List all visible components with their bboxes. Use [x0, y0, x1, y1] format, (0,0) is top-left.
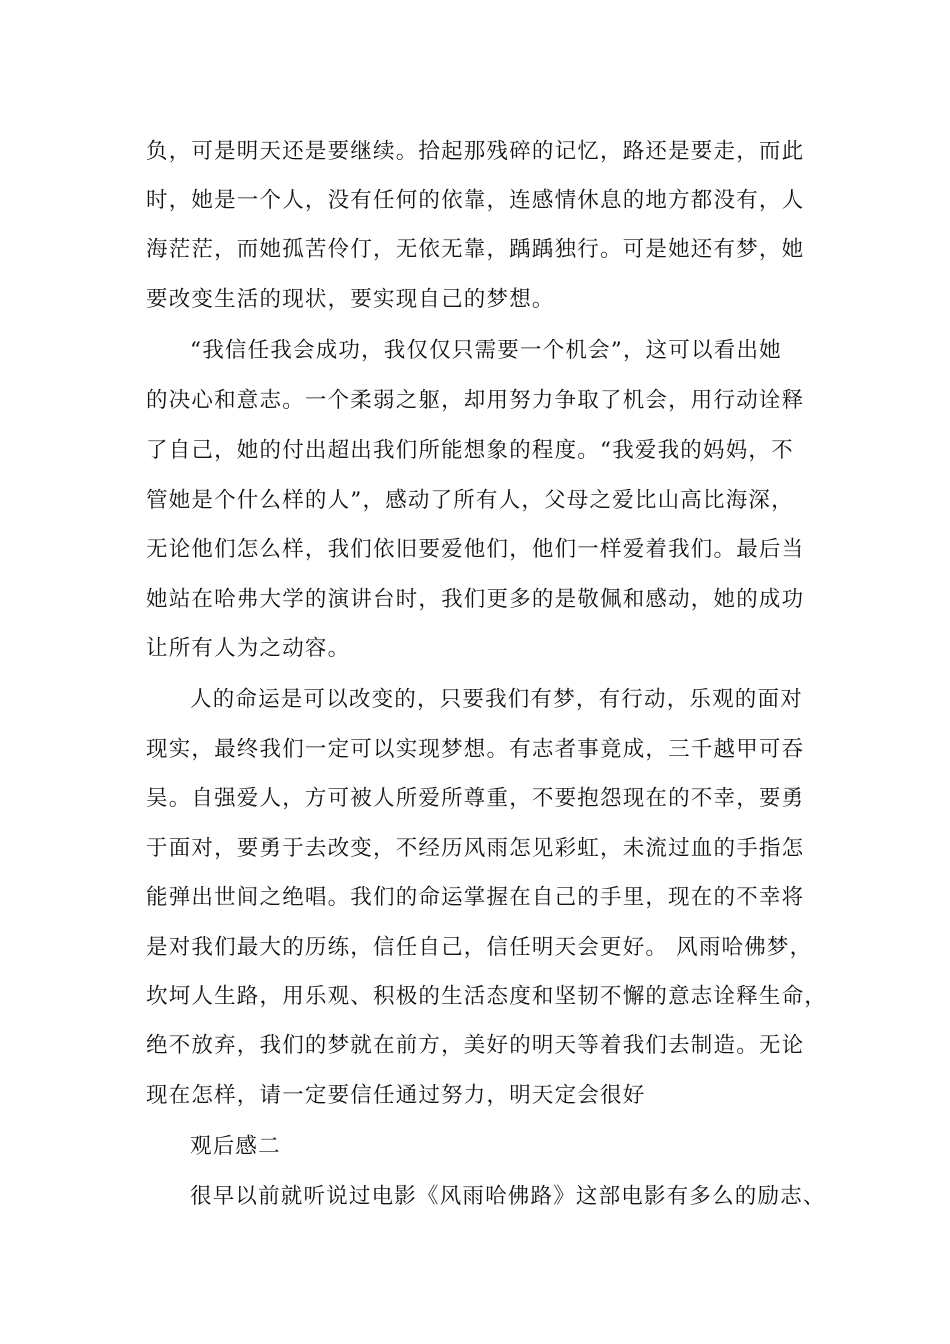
- text-line: 时，她是一个人，没有任何的依靠，连感情休息的地方都没有，人: [146, 188, 805, 213]
- text-line: 能弹出世间之绝唱。我们的命运掌握在自己的手里，现在的不幸将: [146, 885, 805, 910]
- text-line: 要改变生活的现状，要实现自己的梦想。: [146, 287, 555, 312]
- text-line: 了自己，她的付出超出我们所能想象的程度。“我爱我的妈妈，不: [146, 438, 794, 463]
- text-line: 坎坷人生路，用乐观、积极的生活态度和坚韧不懈的意志诠释生命，: [146, 984, 828, 1009]
- text-line: 现实，最终我们一定可以实现梦想。有志者事竟成，三千越甲可吞: [146, 737, 805, 762]
- text-line: 绝不放弃，我们的梦就在前方，美好的明天等着我们去制造。无论: [146, 1033, 805, 1058]
- text-line: 于面对，要勇于去改变，不经历风雨怎见彩虹，未流过血的手指怎: [146, 836, 805, 861]
- text-line: 吴。自强爱人，方可被人所爱所尊重，不要抱怨现在的不幸，要勇: [146, 786, 805, 811]
- text-line: 是对我们最大的历练，信任自己，信任明天会更好。 风雨哈佛梦，: [146, 935, 813, 960]
- paragraph-first-line: “我信任我会成功，我仅仅只需要一个机会”，这可以看出她: [190, 338, 782, 363]
- text-line: 的决心和意志。一个柔弱之躯，却用努力争取了机会，用行动诠释: [146, 388, 805, 413]
- text-line: 管她是个什么样的人”，感动了所有人，父母之爱比山高比海深，: [146, 488, 794, 513]
- section-heading: 观后感二: [190, 1134, 281, 1159]
- text-line: 无论他们怎么样，我们依旧要爱他们，他们一样爱着我们。最后当: [146, 537, 805, 562]
- text-line: 海茫茫，而她孤苦伶仃，无依无靠，踽踽独行。可是她还有梦，她: [146, 237, 805, 262]
- text-line: 现在怎样，请一定要信任通过努力，明天定会很好: [146, 1083, 646, 1108]
- text-line: 负，可是明天还是要继续。拾起那残碎的记忆，路还是要走，而此: [146, 139, 805, 164]
- text-line: 她站在哈弗大学的演讲台时，我们更多的是敬佩和感动，她的成功: [146, 587, 805, 612]
- text-line: 让所有人为之动容。: [146, 636, 351, 661]
- paragraph-first-line: 人的命运是可以改变的，只要我们有梦，有行动，乐观的面对: [190, 687, 803, 712]
- paragraph-first-line: 很早以前就听说过电影《风雨哈佛路》这部电影有多么的励志、: [190, 1184, 826, 1209]
